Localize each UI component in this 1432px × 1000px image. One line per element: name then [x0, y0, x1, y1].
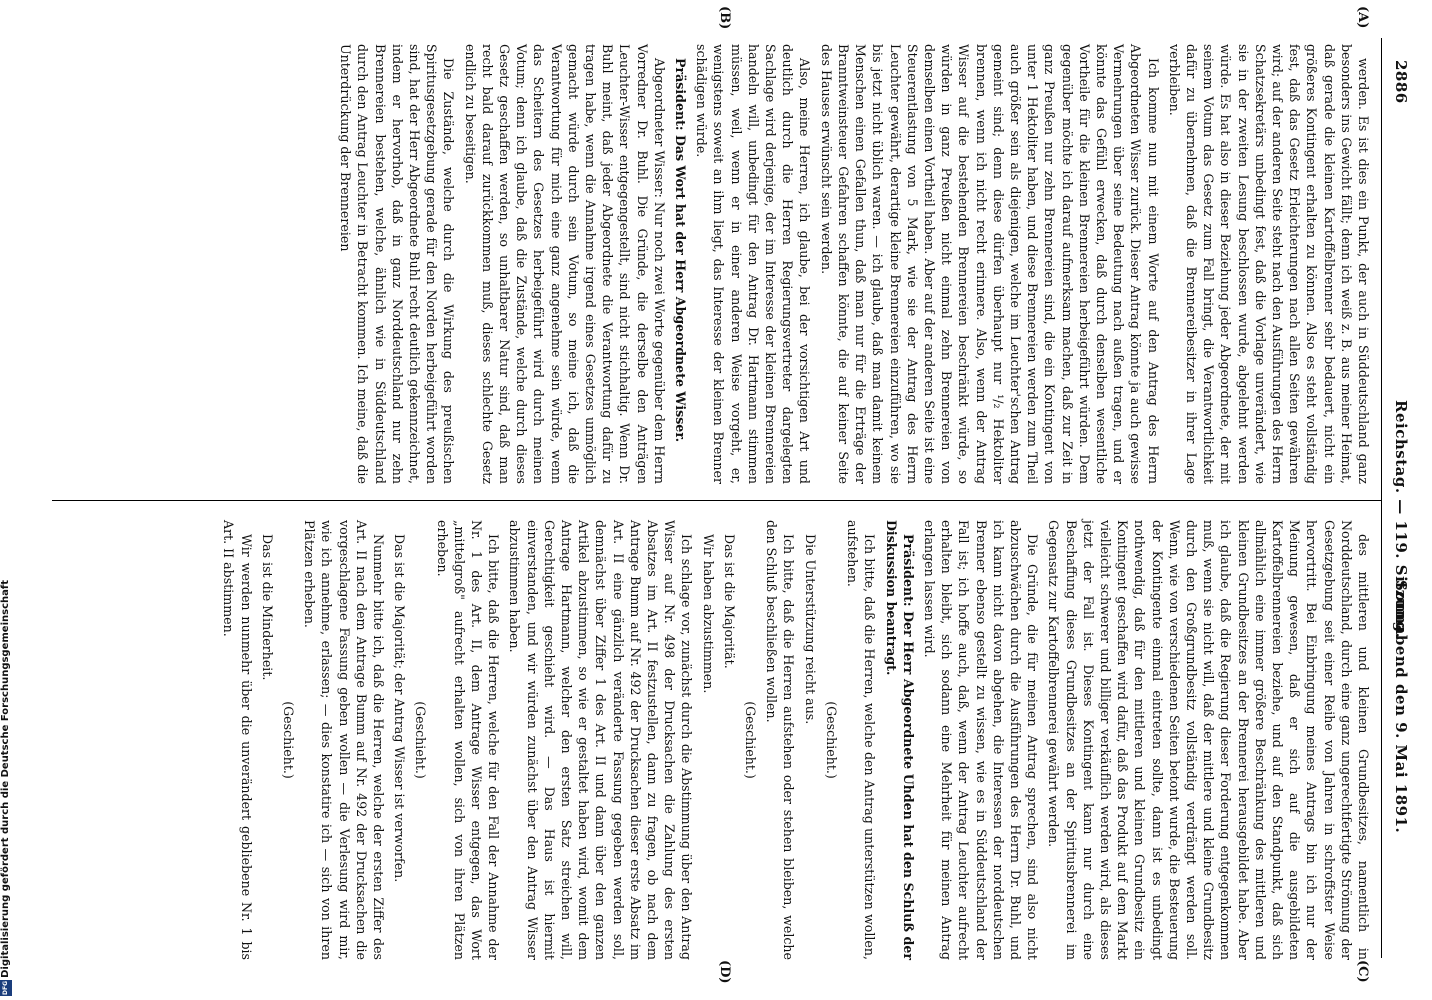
speaker-line: Präsident: Das Wort hat der Herr Abgeordnete Wisser.: [673, 58, 689, 443]
marker-a: (A): [1355, 6, 1370, 29]
paragraph: Die Unterstützung reicht aus.: [802, 534, 818, 725]
dfg-logo: DFG: [0, 980, 12, 996]
right-column: [216, 520, 1372, 960]
marker-d: (D): [717, 960, 732, 984]
paragraph: Wir werden nunmehr über die unverändert gebliebene Nr. 1 bis Art. II abstimmen.: [221, 520, 254, 960]
stage-direction: (Geschieht.): [743, 701, 759, 779]
paragraph: Nunmehr bitte ich, daß die Herren, welche der ersten Ziffer des Art. II nach dem Antrage Bumm auf Nr. 492 der Drucksachen die vorgeschlagene Fassung geben wollen — die Verlesung wird mir, wie ich annehme, erlassen; — dies konstatire ich — sich von ihren Plätzen erheben.: [302, 520, 387, 960]
paragraph: Das ist die Majorität; der Antrag Wisser ist verworfen.: [392, 534, 408, 883]
paragraph: Das ist die Minderheit.: [259, 534, 275, 681]
digitization-sidebar: [0, 0, 12, 1000]
session-date: Sonnabend den 9. Mai 1891.: [1392, 580, 1410, 834]
paragraph: Die Gründe, die für meinen Antrag sprechen, sind also nicht abzuschwächen durch die Ausführungen des Herrn Dr. Buhl, und ich kann nicht davon abgehen, die Interessen der norddeutschen Brenner ebenso gestellt zu wissen, wie es in Süddeutschland der Fall ist; ich hoffe auch, daß, wenn der Antrag Leuchter aufrecht erhalten bleibt, sich sodann eine Mehrheit für meinen Antrag erlangen lassen wird.: [921, 520, 1041, 960]
column-divider: [52, 500, 1382, 501]
stage-direction: (Geschieht.): [823, 701, 839, 779]
paragraph: Ich komme nun mit einem Worte auf den Antrag des Herrn Abgeordneten Wisser zurück. Dieser Antrag könnte ja auch gewisse Vermehrungen über seine Bedeutung nach außen tragen, und er könnte das Gefühl erwecken, daß durch denselben wesentliche Vortheile für die kleinen Brennereien herbeigeführt würden. Dem gegenüber möchte ich darauf aufmerksam machen, daß zur Zeit in ganz Preußen nur zehn Brennereien sind, die ein Kontingent von unter 1 Hektoliter haben, und diese Brennereien werden zum Theil auch größer sein als diejenigen, welche im Leuchter'schen Antrag gemeint sind; denn diese dürfen überhaupt nur ¹/₂ Hektoliter brennen, wenn ich nicht recht erinnere. Also, wenn der Antrag Wisser auf die bestehenden Brennereien beschränkt würde, so würden in ganz Preußen nicht einmal zehn Brennereien von demselben einen Vortheil haben. Aber auf der anderen Seite ist eine Steuerentlastung von 5 Mark, wie sie der Antrag des Herrn Leuchter gewährt, derartige kleine Brennereien einzuführen, wo sie bis jetzt nicht üblich waren. — ich glaube, daß man damit keinem Menschen einen Gefallen thun, daß man nur für die Erträge der Branntweinsteuer Gefahren schaffen könnte, die auf keiner Seite des Hauses erwünscht sein werden.: [818, 44, 1161, 484]
paragraph: des mittleren und kleinen Grundbesitzes, namentlich in Norddeutschland, durch eine ganz ungerechtfertigte Strömung der Gesetzgebung seit einer Reihe von Jahren in schroffster Weise hervortritt. Bei Einbringung meines Antrags bin ich nur der Meinung gewesen, daß er sich auf die ausgebildeten Kartoffelbrennereien beziehe, und auf den Standpunkt, daß sich allmählich eine immer größere Beschränkung des mittleren und kleinen Grundbesitzes an der Brennerei herausgebildet habe. Aber ich glaube, daß die Regierung dieser Forderung entgegenkommen muß, wenn sie nicht will, daß der mittlere und kleine Grundbesitz durch den Großgrundbesitz vollständig verdrängt werden soll. Wenn, wie von verschiedenen Seiten betont wurde, die Besteuerung der Kontingente einmal eintreten sollte, dann ist es unbedingt nothwendig, daß für den mittleren und kleinen Grundbesitz ein Kontingent geschaffen wird dafür, daß das Produkt auf dem Markt vielleicht schwerer und billiger verkäuflich werden wird, als dieses jetzt der Fall ist. Dieses Kontingent kann nur durch eine Beschaffung dieses Grundbesitzes an der Spiritusbrennerei im Gegensatz zur Kartoffelbrennerei gewährt werden.: [1046, 520, 1371, 960]
paragraph: Wir haben abzustimmen.: [700, 534, 716, 694]
marker-c: (C): [1355, 960, 1370, 983]
paragraph: Das ist die Majorität.: [721, 534, 737, 669]
marker-b: (B): [717, 6, 732, 30]
stage-direction: (Geschieht.): [281, 701, 297, 779]
funding-notice: Digitalisierung gefördert durch die Deutsche Forschungsgemeinschaft: [0, 580, 11, 978]
left-column: [333, 44, 1372, 484]
paragraph: Also, meine Herren, ich glaube, bei der vorsichtigen Art und deutlich durch die Herren Regierungsvertreter dargelegten Sachlage wird derjenige, der im Interesse der kleinen Brennereien handeln will, unbedingt für den Antrag Dr. Hartmann stimmen müssen, weil, wenn er in einer anderen Weise vorgeht, er, wenigstens soweit an ihm liegt, das Interesse der kleinen Brenner schädigen würde.: [694, 44, 813, 484]
stage-direction: (Geschieht.): [413, 701, 429, 779]
session-title: Reichstag. — 119. Sitzung.: [1392, 400, 1410, 639]
header-rule: [1381, 38, 1382, 958]
paragraph: Ich schlage vor, zunächst durch die Abstimmung über den Antrag Wisser auf Nr. 498 der Drucksachen die Zahlung des ersten Absatzes im Art. II festzustellen, dann zu fragen, ob nach dem Antrage Bumm auf Nr. 492 der Drucksachen dieser erste Absatz im Art. II eine gänzlich veränderte Fassung gegeben werden soll, demnächst über Ziffer 1 des Art. II und dann über den ganzen Artikel abzustimmen, so wie er gestaltet haben wird, womit dem Antrage Hartmann, welcher den ersten Satz streichen will, Gerechtigkeit geschieht wird. — Das Haus ist hiermit einverstanden, und wir würden zunächst über den Antrag Wisser abzustimmen haben.: [507, 520, 695, 960]
paragraph: Die Zustände, welche durch die Wirkung des preußischen Spiritusgesetzgebung gerade für den Norden herbeigeführt worden sind, hat der Herr Abgeordnete Buhl recht deutlich gekennzeichnet, indem er hervorhob, daß in ganz Norddeutschland nur zehn Brennereien bestehen, welche, ähnlich wie in Süddeutschland durch den Antrag Leuchter in Betracht kommen. Ich meine, daß die Unterdrückung der Brennereien: [338, 44, 457, 484]
speaker-line: Präsident: Der Herr Abgeordnete Uhden hat den Schluß der Diskussion beantragt.: [883, 520, 916, 960]
paragraph: Ich bitte, daß die Herren aufstehen oder stehen bleiben, welche den Schluß beschließen wollen.: [764, 520, 797, 960]
paragraph: Ich bitte, daß die Herren, welche den Antrag unterstützen wollen, aufstehen.: [845, 520, 878, 960]
paragraph: werden. Es ist dies ein Punkt, der auch in Süddeutschland ganz besonders ins Gewicht fällt; denn ich weiß z. B. aus meiner Heimat, daß gerade die kleinen Kartoffelbrenner sehr bedauert, nicht ein größeres Kontingent erhalten zu können. Also es steht vollständig fest, daß das Gesetz Erleichterungen nach allen Seiten gewähren wird; auf der anderen Seite steht nach den Ausführungen des Herrn Schatzsekretärs unbedingt fest, daß die Vorlage unverändert, wie sie in der zweiten Lesung beschlossen wurde, abgelehnt werden würde. Es hat also in dieser Beziehung jeder Abgeordnete, der mit seinem Votum das Gesetz zum Fall bringt, die Verantwortlichkeit dafür zu übernehmen, daß die Brennereibesitzer in ihrer Lage verbleiben.: [1166, 44, 1371, 484]
paragraph: Abgeordneter Wisser: Nur noch zwei Worte gegenüber dem Herrn Vorredner Dr. Buhl. Die Gründe, die derselbe den Anträgen Leuchter-Wisser entgegengestellt, sind nicht stichhaltig. Wenn Dr. Buhl meint, daß jeder Abgeordnete die Verantwortung dafür zu tragen habe, wenn die Annahme irgend eines Gesetzes unmöglich gemacht würde durch sein Votum, so meine ich, daß die Verantwortung für mich eine ganz angenehme sein würde, wenn das Scheitern des Gesetzes herbeigeführt wird durch meinen Votum; denn ich glaube, daß die Zustände, welche durch dieses Gesetz geschaffen werden, so unhaltbarer Natur sind, daß man recht bald darauf zurückkommen muß, dieses schlechte Gesetz endlich zu beseitigen.: [462, 44, 667, 484]
page-number: 2886: [1392, 60, 1410, 104]
paragraph: Ich bitte, daß die Herren, welche für den Fall der Annahme der Nr. 1 des Art. II, dem Antrage Wisser entgegen, das Wort „mittelgroß" aufrecht erhalten wollen, sich von ihren Plätzen erheben.: [434, 520, 502, 960]
page-header: [1386, 20, 1412, 970]
